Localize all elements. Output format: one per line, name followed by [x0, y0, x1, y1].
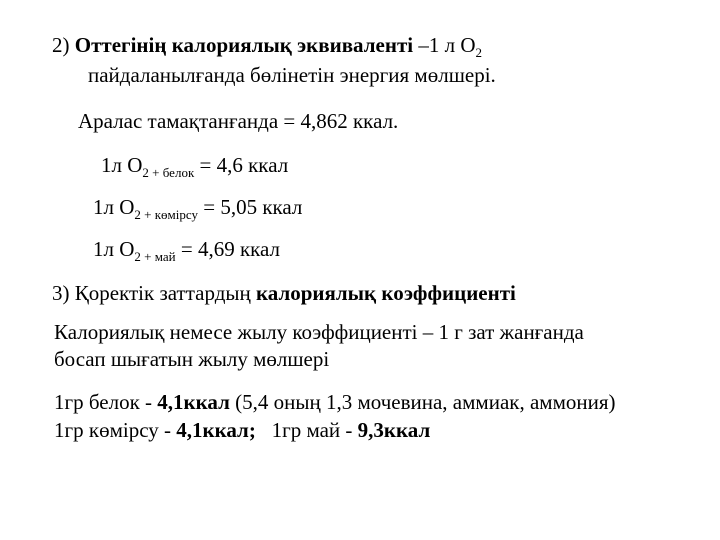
coefficient-definition-line-2: босап шығатын жылу мөлшері: [54, 347, 330, 371]
protein-coefficient-row: [54, 390, 616, 414]
carb-fat-coefficient-row: [54, 418, 430, 442]
fat-value: = 4,69 ккал: [175, 237, 281, 261]
section-3-intro: 3) Қоректік заттардың: [52, 281, 256, 305]
term-oxygen-caloric-equivalent: Оттегінің калориялық эквиваленті: [74, 33, 414, 57]
protein-equivalent: [101, 153, 288, 180]
carb-equivalent: [93, 195, 302, 222]
coefficient-definition-line-1: Калориялық немесе жылу коэффициенті – 1 г зат жанғанда: [54, 320, 584, 344]
o2-subscript: 2: [475, 45, 483, 60]
fat-equivalent: [93, 237, 280, 264]
term-caloric-coefficient: калориялық коэффициенті: [255, 281, 516, 305]
protein-note: (5,4 оның 1,3 мочевина, аммиак, аммония): [229, 390, 616, 414]
protein-subscript: 2 + белок: [142, 165, 195, 180]
fat-kcal: 9,3ккал: [357, 418, 431, 442]
fat-label: 1гр май -: [255, 418, 358, 442]
section-3-heading: [52, 281, 516, 305]
section-2-heading: [52, 33, 482, 60]
carb-kcal: 4,1ккал;: [176, 418, 256, 442]
protein-label: 1гр белок -: [54, 390, 158, 414]
carb-prefix: 1л О: [93, 195, 135, 219]
section-number: 2): [52, 33, 70, 57]
carb-subscript: 2 + көмірсу: [134, 207, 198, 222]
protein-value: = 4,6 ккал: [194, 153, 289, 177]
fat-prefix: 1л О: [93, 237, 135, 261]
carb-value: = 5,05 ккал: [198, 195, 303, 219]
carb-label: 1гр көмірсу -: [54, 418, 177, 442]
definition-line-2: пайдаланылғанда бөлінетін энергия мөлшері.: [88, 63, 496, 87]
mixed-diet-value: Аралас тамақтанғанда = 4,862 ккал.: [78, 109, 399, 133]
protein-kcal: 4,1ккал: [157, 390, 230, 414]
fat-subscript: 2 + май: [134, 249, 176, 264]
protein-prefix: 1л О: [101, 153, 143, 177]
definition-start: –1 л О: [413, 33, 476, 57]
